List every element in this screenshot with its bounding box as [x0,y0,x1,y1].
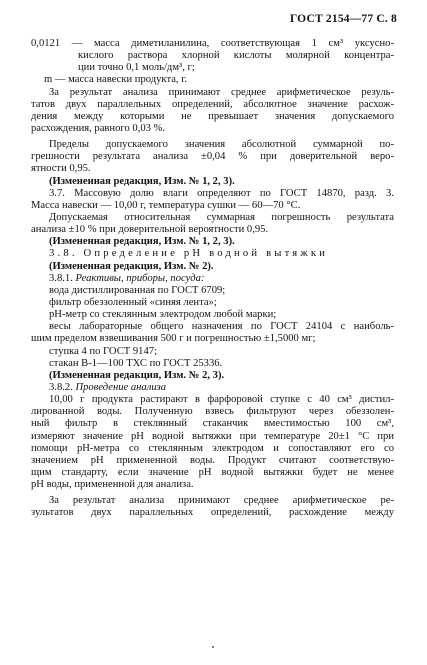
text-line: Пределы допускаемого значения абсолютной суммарной по- [49,139,394,151]
text-line: 3.7. Массовую долю влаги определяют по ГОСТ 14870, разд. 3. [49,187,394,199]
text-line: помощи pH-метра со стеклянным электродом и сопоставляют его со [31,442,394,454]
text-line: кислого раствора хлорной кислоты молярной концентра- [78,50,394,62]
text-line: татов двух параллельных определений, абсолютное значение расхож- [31,98,394,110]
text-line: расхождения, равного 0,03 %. [31,122,166,134]
text-line: шим пределом взвешивания 500 г и погрешностью ±1,5000 мг; [31,333,316,345]
text-line: pH воды, примененной для анализа. [31,479,194,491]
text-line: весы лабораторные общего назначения по ГОСТ 24104 с наиболь- [49,321,394,333]
subheading: Проведение анализа [75,381,167,393]
text-line: зультатов двух параллельных определений, расхождение между [31,507,394,519]
text-line: 3.8. Определение pH водной вытяжки [49,248,329,260]
text-line: дения между которыми не превышает значения допускаемого [31,110,394,122]
page-mark [212,646,214,648]
text-line: ятности 0,95. [31,163,91,175]
text-line: За результат анализа принимают среднее арифметическое резуль- [49,86,394,98]
text-line: 3.8.1. Реактивы, приборы, посуда: [49,272,205,284]
text-line: фильтр обеззоленный «синяя лента»; [49,296,217,308]
text-line: ный фильтр в стеклянный стаканчик вместимостью 100 см³, [31,418,394,430]
text-line: Масса навески — 10,00 г, температура сушки — 60—70 °С. [31,199,301,211]
text-line: 3.8.2. Проведение анализа [49,381,167,393]
text-line: Допускаемая относительная суммарная погрешность результата [49,211,394,223]
text-line: измеряют значение pH водной вытяжки при температуре 20±1 °С при [31,430,394,442]
text-line: 0,0121 — масса диметиланилина, соответствующая 1 см³ уксусно- [31,38,394,49]
text-line: m — масса навески продукта, г. [44,74,187,86]
text-line: (Измененная редакция, Изм. № 1, 2, 3). [49,175,235,187]
text-line: анализа ±10 % при доверительной вероятности 0,95. [31,224,269,236]
text-line: pH-метр со стеклянным электродом любой марки; [49,309,277,321]
subheading: Реактивы, приборы, посуда: [75,272,205,284]
text-line: За результат анализа принимают среднее арифметическое ре- [49,495,394,507]
document-body [31,38,394,519]
text-line: 10,00 г продукта растирают в фарфоровой ступке с 40 см³ дистил- [49,394,394,406]
text-line: лированной воды. Полученную взвесь фильтруют через обеззолен- [31,406,394,418]
text-line: ции точно 0,1 моль/дм³, г; [78,62,195,74]
text-line: стакан В-1—100 ТХС по ГОСТ 25336. [49,357,223,369]
page-header: ГОСТ 2154—77 С. 8 [289,13,397,25]
text-line: вода дистиллированная по ГОСТ 6709; [49,284,226,296]
text-line: (Измененная редакция, Изм. № 1, 2, 3). [49,236,235,248]
text-line: (Измененная редакция, Изм. № 2, 3). [49,369,225,381]
text-line: значением pH примененной воды. Продукт считают соответствую- [31,454,394,466]
text-line: ступка 4 по ГОСТ 9147; [49,345,158,357]
text-line: щим стандарту, если значение pH водной вытяжки будет не менее [31,466,394,478]
text-line: грешности результата анализа ±0,04 % при доверительной веро- [31,151,394,163]
text-line: (Измененная редакция, Изм. № 2). [49,260,214,272]
